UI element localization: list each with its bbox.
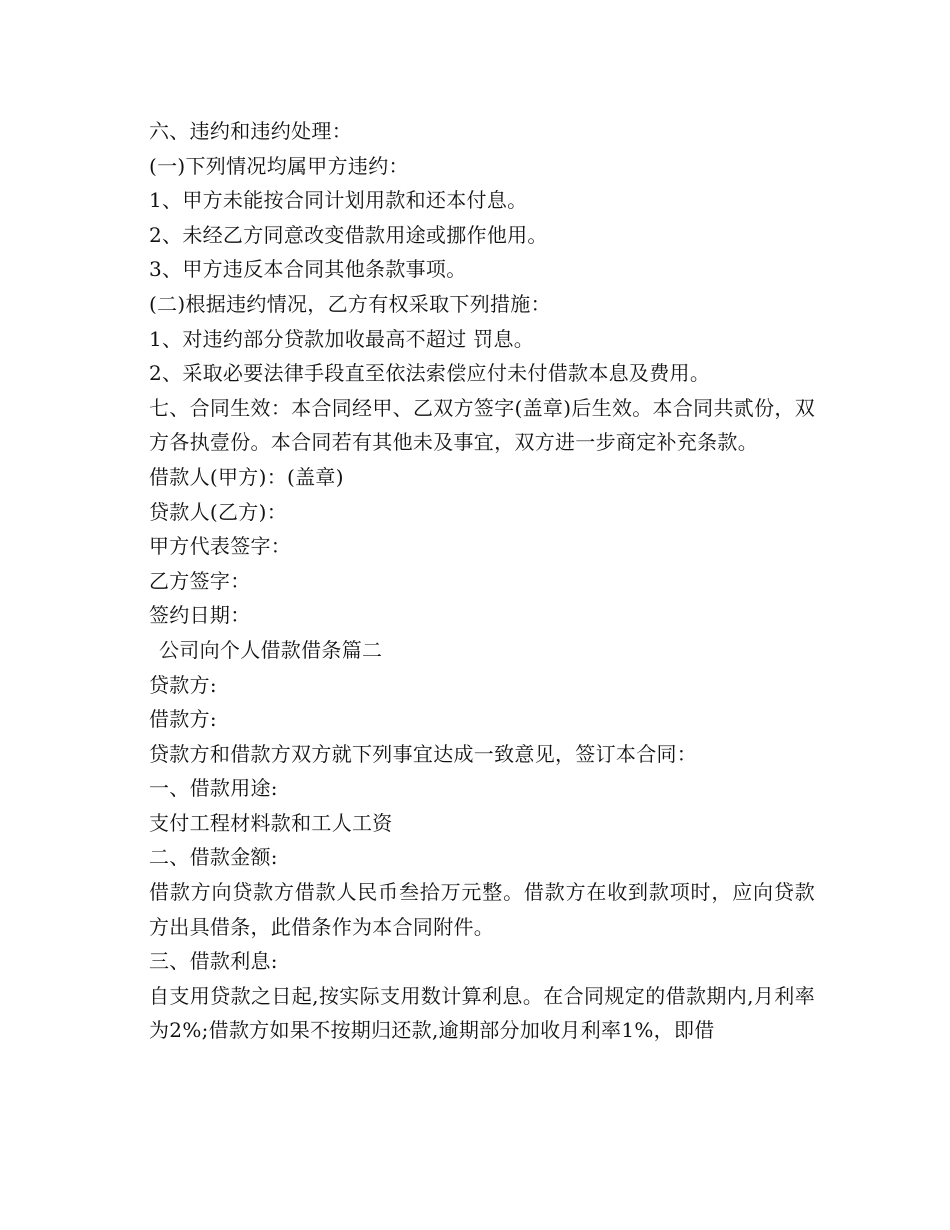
paragraph: 1、甲方未能按合同计划用款和还本付息。	[149, 188, 528, 213]
paragraph: 二、借款金额:	[149, 845, 278, 870]
paragraph: 借款人(甲方)：(盖章)	[149, 464, 344, 489]
paragraph: 乙方签字：	[149, 568, 251, 593]
paragraph: 三、借款利息:	[149, 949, 278, 974]
paragraph: 签约日期：	[149, 603, 251, 628]
paragraph: (一)下列情况均属甲方违约：	[149, 153, 409, 178]
paragraph: 贷款人(乙方)：	[149, 499, 288, 524]
paragraph: 一、借款用途:	[149, 776, 278, 801]
section-heading: 公司向个人借款借条篇二	[159, 637, 383, 662]
paragraph: 3、甲方违反本合同其他条款事项。	[149, 257, 467, 282]
paragraph: 1、对违约部分贷款加收最高不超过 罚息。	[149, 326, 535, 351]
paragraph: 甲方代表签字：	[149, 534, 292, 559]
paragraph: 贷款方和借款方双方就下列事宜达成一致意见，签订本合同：	[149, 741, 698, 766]
paragraph: 2、未经乙方同意改变借款用途或挪作他用。	[149, 222, 548, 247]
document-body	[139, 114, 815, 1048]
paragraph: 借款方向贷款方借款人民币叁拾万元整。借款方在收到款项时，应向贷款方出具借条，此借条作为本合同附件。	[149, 880, 815, 939]
paragraph: 六、违约和违约处理：	[149, 119, 352, 143]
paragraph: 支付工程材料款和工人工资	[149, 810, 393, 835]
paragraph: 2、采取必要法律手段直至依法索偿应付未付借款本息及费用。	[149, 361, 711, 386]
paragraph: 借款方:	[149, 707, 217, 732]
paragraph: (二)根据违约情况，乙方有权采取下列措施：	[149, 291, 551, 316]
paragraph: 七、合同生效：本合同经甲、乙双方签字(盖章)后生效。本合同共贰份，双方各执壹份。本合同若有其他未及事宜，双方进一步商定补充条款。	[149, 395, 815, 455]
paragraph: 自支用贷款之日起,按实际支用数计算利息。在合同规定的借款期内,月利率为2%;借款方如果不按期归还款,逾期部分加收月利率1%，即借	[149, 983, 815, 1043]
paragraph: 贷款方:	[149, 672, 217, 697]
